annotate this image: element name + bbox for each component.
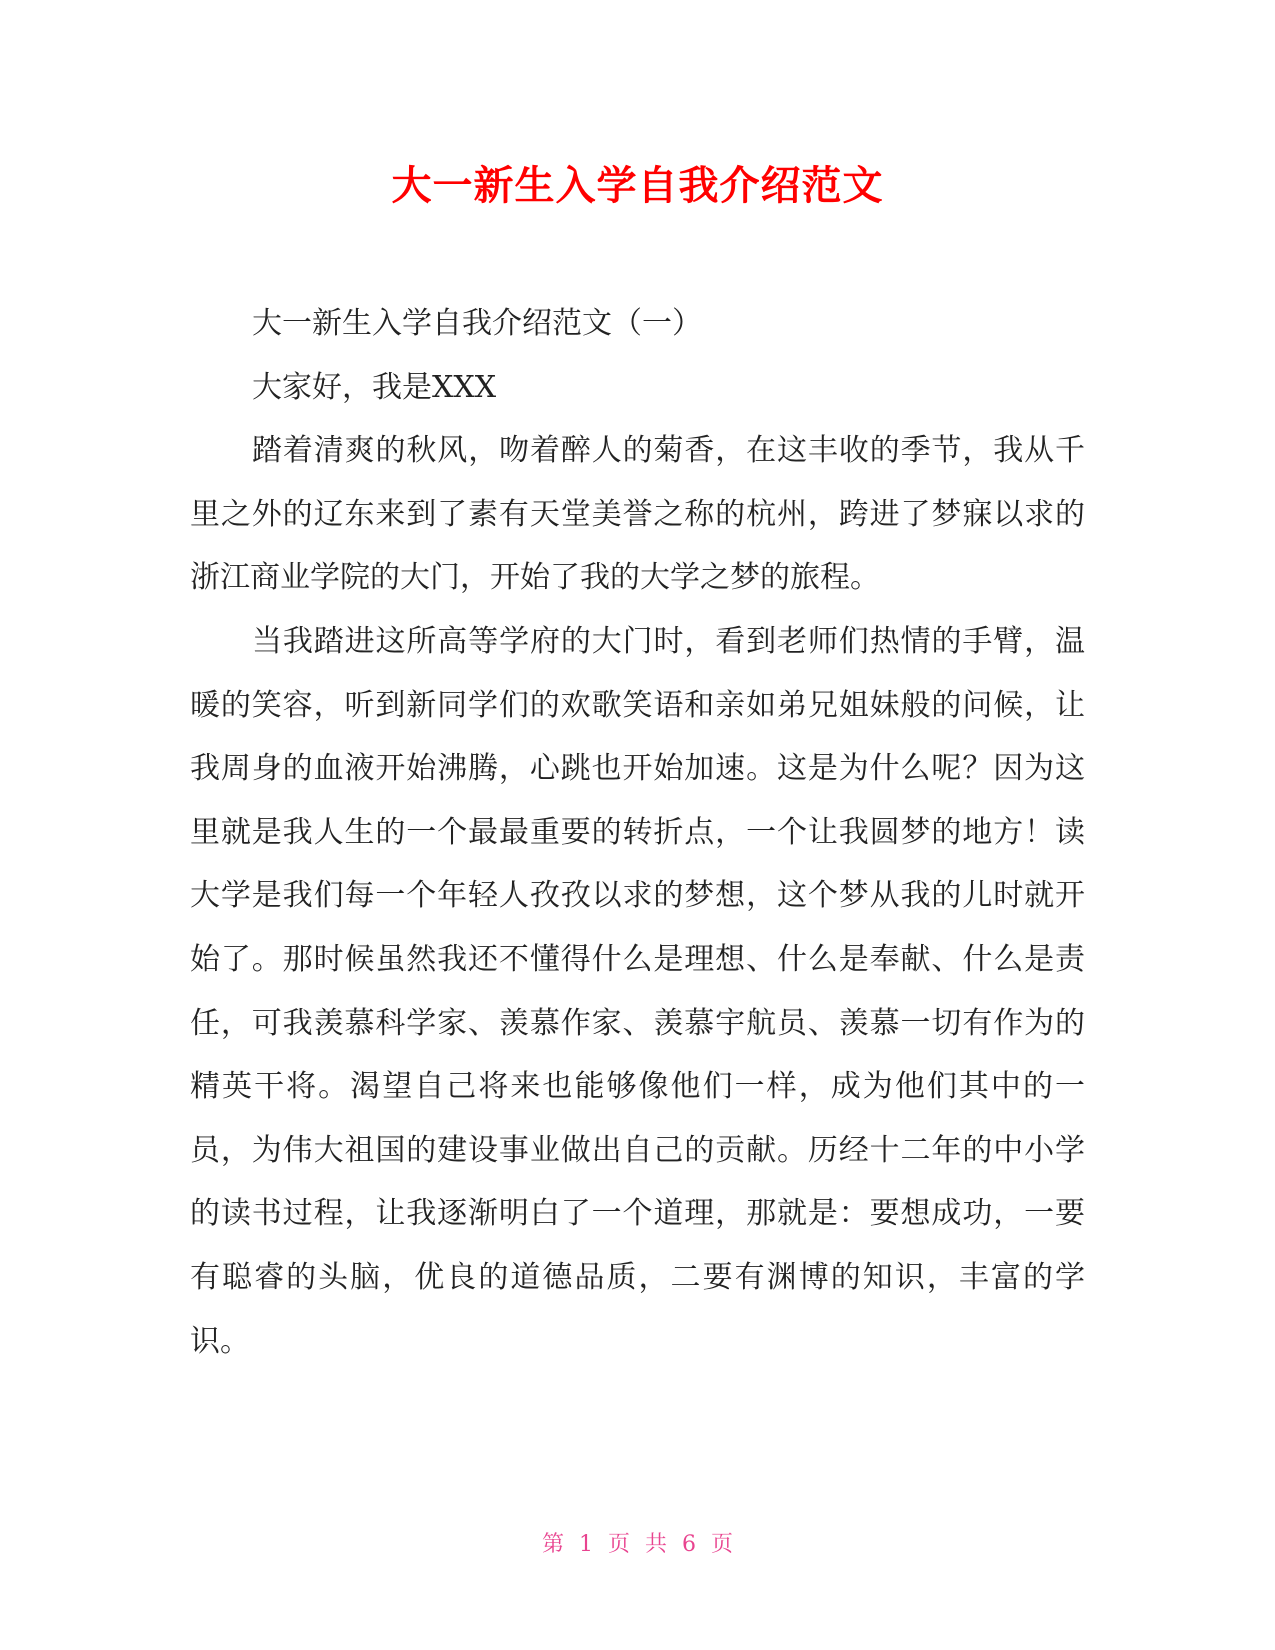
page-footer: 第 1 页 共 6 页 [542,1532,733,1557]
paragraph-greeting: 大家好，我是XXX [252,369,497,405]
document-title: 大一新生入学自我介绍范文 [391,163,884,209]
paragraph-subheading: 大一新生入学自我介绍范文（一） [252,306,702,341]
paragraph-arrival: 踏着清爽的秋风，吻着醉人的菊香，在这丰收的季节，我从千里之外的辽东来到了素有天堂美誉之称的杭州，跨进了梦寐以求的浙江商业学院的大门，开始了我的大学之梦的旅程。 [190,433,1085,596]
paragraph-main: 当我踏进这所高等学府的大门时，看到老师们热情的手臂，温暖的笑容，听到新同学们的欢歌笑语和亲如弟兄姐妹般的问候，让我周身的血液开始沸腾，心跳也开始加速。这是为什么呢？因为这里就是我人生的一个最最重要的转折点，一个让我圆梦的地方！读大学是我们每一个年轻人孜孜以求的梦想，这个梦从我的儿时就开始了。那时候虽然我还不懂得什么是理想、什么是奉献、什么是责任，可我羡慕科学家、羡慕作家、羡慕宇航员、羡慕一切有作为的精英干将。渴望自己将来也能够像他们一样，成为他们其中的一员，为伟大祖国的建设事业做出自己的贡献。历经十二年的中小学的读书过程，让我逐渐明白了一个道理，那就是：要想成功，一要有聪睿的头脑，优良的道德品质，二要有渊博的知识，丰富的学识。 [190,623,1085,1359]
document-body [190,292,1085,1373]
